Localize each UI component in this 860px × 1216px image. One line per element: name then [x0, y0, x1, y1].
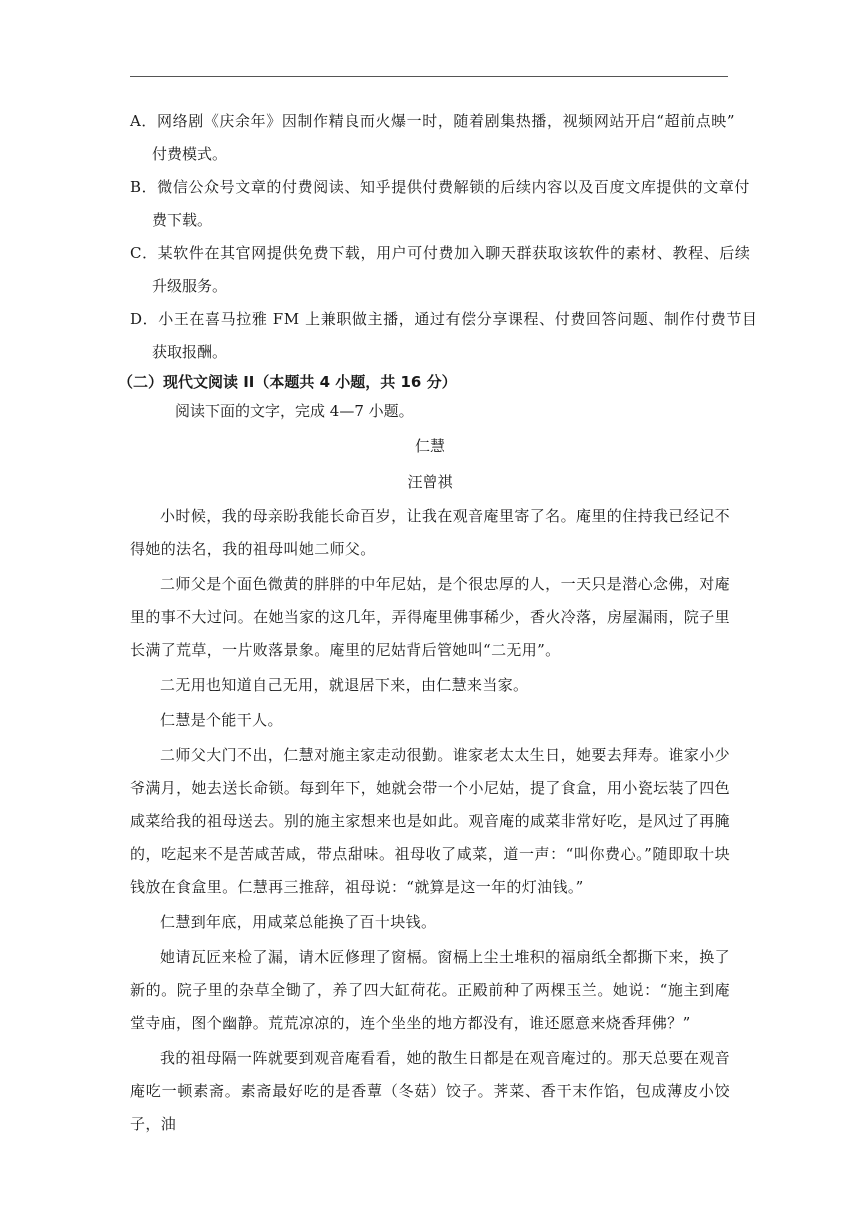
option-b-line1: B．微信公众号文章的付费阅读、知乎提供付费解锁的后续内容以及百度文库提供的文章付: [130, 178, 751, 196]
option-a-line1: A．网络剧《庆余年》因制作精良而火爆一时，随着剧集热播，视频网站开启“超前点映”: [130, 112, 736, 130]
header-rule: [130, 76, 728, 77]
article-author: 汪曾祺: [407, 473, 453, 491]
document-page: [118, 105, 758, 1141]
article-paragraph-5: 二师父大门不出，仁慧对施主家走动很勤。谁家老太太生日，她要去拜寿。谁家小少爷满月，她去送长命锁。每到年下，她就会带一个小尼姑，提了食盒，用小瓷坛装了四色咸菜给我的祖母送去。别的施主家想来也是如此。观音庵的咸菜非常好吃，是风过了再腌的，吃起来不是苦咸苦咸，带点甜味。祖母收了咸菜，道一声：“叫你费心。”随即取十块钱放在食盒里。仁慧再三推辞，祖母说：“就算是这一年的灯油钱。”: [130, 746, 730, 896]
article-paragraph-4: 仁慧是个能干人。: [160, 711, 283, 729]
option-d-line2: 获取报酬。: [152, 343, 228, 361]
article-paragraph-2: 二师父是个面色微黄的胖胖的中年尼姑，是个很忠厚的人，一天只是潜心念佛，对庵里的事不大过问。在她当家的这几年，弄得庵里佛事稀少，香火冷落，房屋漏雨，院子里长满了荒草，一片败落景象。庵里的尼姑背后管她叫“二无用”。: [130, 575, 730, 659]
option-b: [130, 171, 751, 237]
option-a: [130, 105, 736, 171]
reading-instruction: 阅读下面的文字，完成 4—7 小题。: [175, 402, 414, 420]
article-paragraph-3: 二无用也知道自己无用，就退居下来，由仁慧来当家。: [160, 676, 529, 694]
section-heading: （二）现代文阅读 II（本题共 4 小题，共 16 分）: [118, 373, 457, 391]
option-b-line2: 费下载。: [152, 211, 213, 229]
article-paragraph-6: 仁慧到年底，用咸菜总能换了百十块钱。: [160, 913, 437, 931]
option-d-line1: D．小王在喜马拉雅 FM 上兼职做主播，通过有偿分享课程、付费回答问题、制作付费节目: [130, 310, 758, 328]
option-c: [130, 237, 751, 303]
option-d: [130, 303, 758, 369]
option-c-line2: 升级服务。: [152, 277, 228, 295]
article-paragraph-1: 小时候，我的母亲盼我能长命百岁，让我在观音庵里寄了名。庵里的住持我已经记不得她的法名，我的祖母叫她二师父。: [130, 507, 730, 558]
article-title: 仁慧: [414, 437, 445, 455]
option-c-line1: C．某软件在其官网提供免费下载，用户可付费加入聊天群获取该软件的素材、教程、后续: [130, 244, 751, 262]
option-a-line2: 付费模式。: [152, 145, 228, 163]
article-paragraph-8: 我的祖母隔一阵就要到观音庵看看，她的散生日都是在观音庵过的。那天总要在观音庵吃一顿素斋。素斋最好吃的是香蕈（冬菇）饺子。荠菜、香干末作馅，包成薄皮小饺子，油: [130, 1049, 730, 1133]
article-paragraph-7: 她请瓦匠来检了漏，请木匠修理了窗槅。窗槅上尘土堆积的福扇纸全都撕下来，换了新的。院子里的杂草全锄了，养了四大缸荷花。正殿前种了两棵玉兰。她说：“施主到庵堂寺庙，图个幽静。荒荒凉凉的，连个坐坐的地方都没有，谁还愿意来烧香拜佛？”: [130, 948, 730, 1032]
